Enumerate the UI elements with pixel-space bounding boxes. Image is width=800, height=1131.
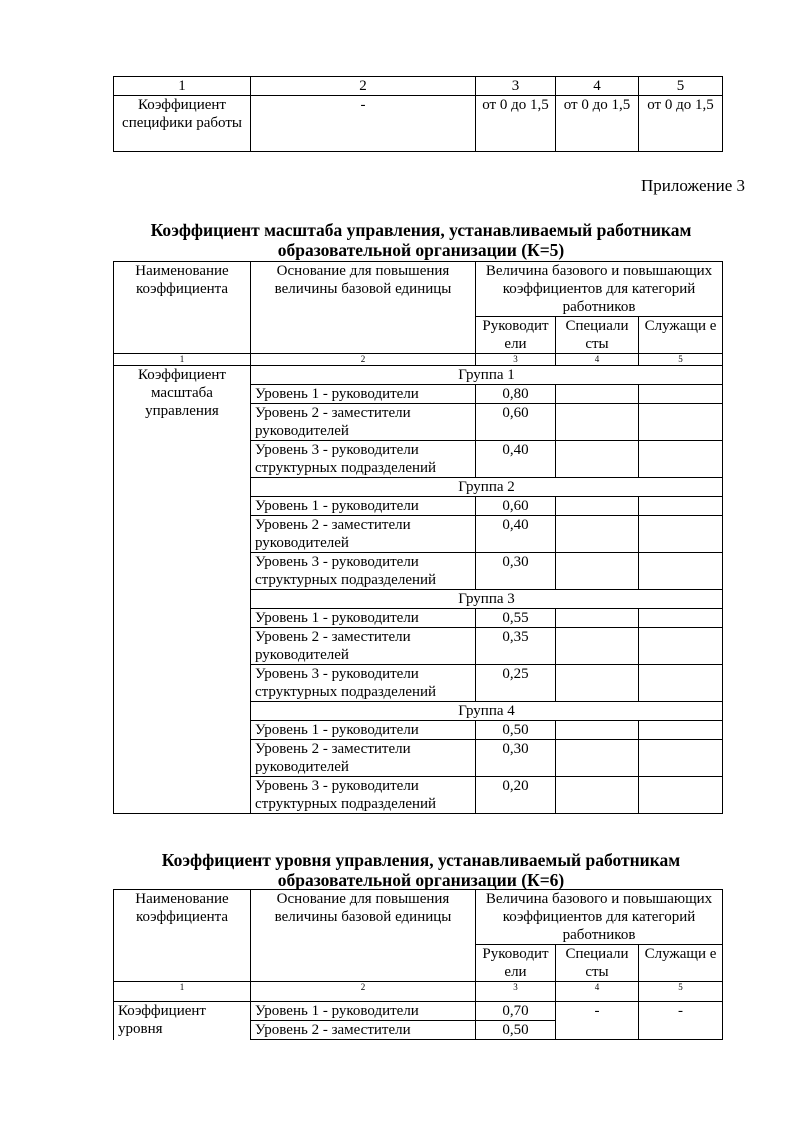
level-text: Уровень 3 - руководители структурных подразделений	[251, 553, 476, 590]
group-label: Группа 2	[251, 478, 723, 497]
t2-num-5: 5	[639, 982, 723, 1002]
t2-num-3: 3	[476, 982, 556, 1002]
level-text: Уровень 2 - заместители	[251, 1021, 476, 1040]
top-table-header-row	[114, 77, 723, 96]
level-text: Уровень 2 - заместители руководителей	[251, 404, 476, 441]
level-text: Уровень 3 - руководители структурных подразделений	[251, 441, 476, 478]
empty-cell	[639, 777, 723, 814]
t1-num-3: 3	[476, 354, 556, 366]
level-text: Уровень 1 - руководители	[251, 609, 476, 628]
t1-head-basis: Основание для повышения величины базовой единицы	[251, 262, 476, 354]
t1-num-5: 5	[639, 354, 723, 366]
empty-cell	[556, 740, 639, 777]
appendix-label: Приложение 3	[641, 176, 745, 195]
t1-head-name: Наименование коэффициента	[114, 262, 251, 354]
empty-cell	[639, 721, 723, 740]
t2-head-name: Наименование коэффициента	[114, 890, 251, 982]
level-value: 0,80	[476, 385, 556, 404]
t1-head-specialists: Специали сты	[556, 317, 639, 354]
group-label: Группа 4	[251, 702, 723, 721]
value-employees: от 0 до 1,5	[639, 96, 723, 152]
empty-cell	[556, 721, 639, 740]
level-value: 0,20	[476, 777, 556, 814]
level-text: Уровень 3 - руководители структурных подразделений	[251, 665, 476, 702]
empty-cell	[556, 516, 639, 553]
level-value: 0,60	[476, 497, 556, 516]
level-text: Уровень 2 - заместители руководителей	[251, 740, 476, 777]
empty-cell	[556, 777, 639, 814]
t2-employees-dash: -	[639, 1002, 723, 1040]
t2-head-basis: Основание для повышения величины базовой единицы	[251, 890, 476, 982]
table1-title	[112, 220, 730, 260]
level-value: 0,50	[476, 1021, 556, 1040]
group-label: Группа 1	[251, 366, 723, 385]
top-col-2: 2	[251, 77, 476, 96]
level-text: Уровень 1 - руководители	[251, 721, 476, 740]
empty-cell	[639, 497, 723, 516]
level-text: Уровень 2 - заместители руководителей	[251, 628, 476, 665]
level-value: 0,35	[476, 628, 556, 665]
empty-cell	[556, 497, 639, 516]
level-value: 0,50	[476, 721, 556, 740]
table1-title-line2: образовательной организации (К=5)	[277, 240, 565, 260]
top-col-3: 3	[476, 77, 556, 96]
empty-cell	[556, 628, 639, 665]
level-text: Уровень 1 - руководители	[251, 385, 476, 404]
t2-num-1: 1	[114, 982, 251, 1002]
value-managers: от 0 до 1,5	[476, 96, 556, 152]
empty-cell	[639, 516, 723, 553]
level-value: 0,30	[476, 553, 556, 590]
t1-head-value: Величина базового и повышающих коэффициентов для категорий работников	[476, 262, 723, 317]
table2-title	[112, 850, 730, 890]
empty-cell	[556, 553, 639, 590]
t2-coef-name: Коэффициент уровня	[114, 1002, 251, 1040]
level-text: Уровень 3 - руководители структурных подразделений	[251, 777, 476, 814]
t1-head-managers: Руководит ели	[476, 317, 556, 354]
empty-cell	[556, 441, 639, 478]
table2	[113, 889, 723, 1040]
level-value: 0,70	[476, 1002, 556, 1021]
level-value: 0,60	[476, 404, 556, 441]
level-value: 0,25	[476, 665, 556, 702]
empty-cell	[639, 385, 723, 404]
t2-head-employees: Служащи е	[639, 945, 723, 982]
empty-cell	[556, 385, 639, 404]
table1	[113, 261, 723, 814]
empty-cell	[639, 628, 723, 665]
t2-num-2: 2	[251, 982, 476, 1002]
top-table	[113, 76, 723, 152]
t2-head-managers: Руководит ели	[476, 945, 556, 982]
value-specialists: от 0 до 1,5	[556, 96, 639, 152]
table1-title-line1: Коэффициент масштаба управления, устанавливаемый работникам	[150, 220, 692, 240]
empty-cell	[556, 609, 639, 628]
empty-cell	[639, 740, 723, 777]
t1-num-2: 2	[251, 354, 476, 366]
t2-head-specialists: Специали сты	[556, 945, 639, 982]
coef-basis: -	[251, 96, 476, 152]
empty-cell	[556, 404, 639, 441]
empty-cell	[556, 665, 639, 702]
empty-cell	[639, 553, 723, 590]
level-text: Уровень 1 - руководители	[251, 497, 476, 516]
empty-cell	[639, 665, 723, 702]
top-col-5: 5	[639, 77, 723, 96]
level-value: 0,40	[476, 441, 556, 478]
empty-cell	[639, 404, 723, 441]
table2-title-line2: образовательной организации (К=6)	[277, 870, 565, 890]
level-text: Уровень 1 - руководители	[251, 1002, 476, 1021]
level-value: 0,55	[476, 609, 556, 628]
t1-num-1: 1	[114, 354, 251, 366]
empty-cell	[639, 441, 723, 478]
table-row	[114, 1002, 723, 1021]
coef-name: Коэффициент специфики работы	[114, 96, 251, 152]
t1-num-4: 4	[556, 354, 639, 366]
level-text: Уровень 2 - заместители руководителей	[251, 516, 476, 553]
t1-head-employees: Служащи е	[639, 317, 723, 354]
t2-num-4: 4	[556, 982, 639, 1002]
t2-specialists-dash: -	[556, 1002, 639, 1040]
level-value: 0,30	[476, 740, 556, 777]
top-col-1: 1	[114, 77, 251, 96]
group-label: Группа 3	[251, 590, 723, 609]
empty-cell	[639, 609, 723, 628]
level-value: 0,40	[476, 516, 556, 553]
top-table-row	[114, 96, 723, 152]
table2-title-line1: Коэффициент уровня управления, устанавливаемый работникам	[161, 850, 681, 870]
t2-head-value: Величина базового и повышающих коэффициентов для категорий работников	[476, 890, 723, 945]
t1-coef-name: Коэффициент масштаба управления	[114, 366, 251, 814]
top-col-4: 4	[556, 77, 639, 96]
